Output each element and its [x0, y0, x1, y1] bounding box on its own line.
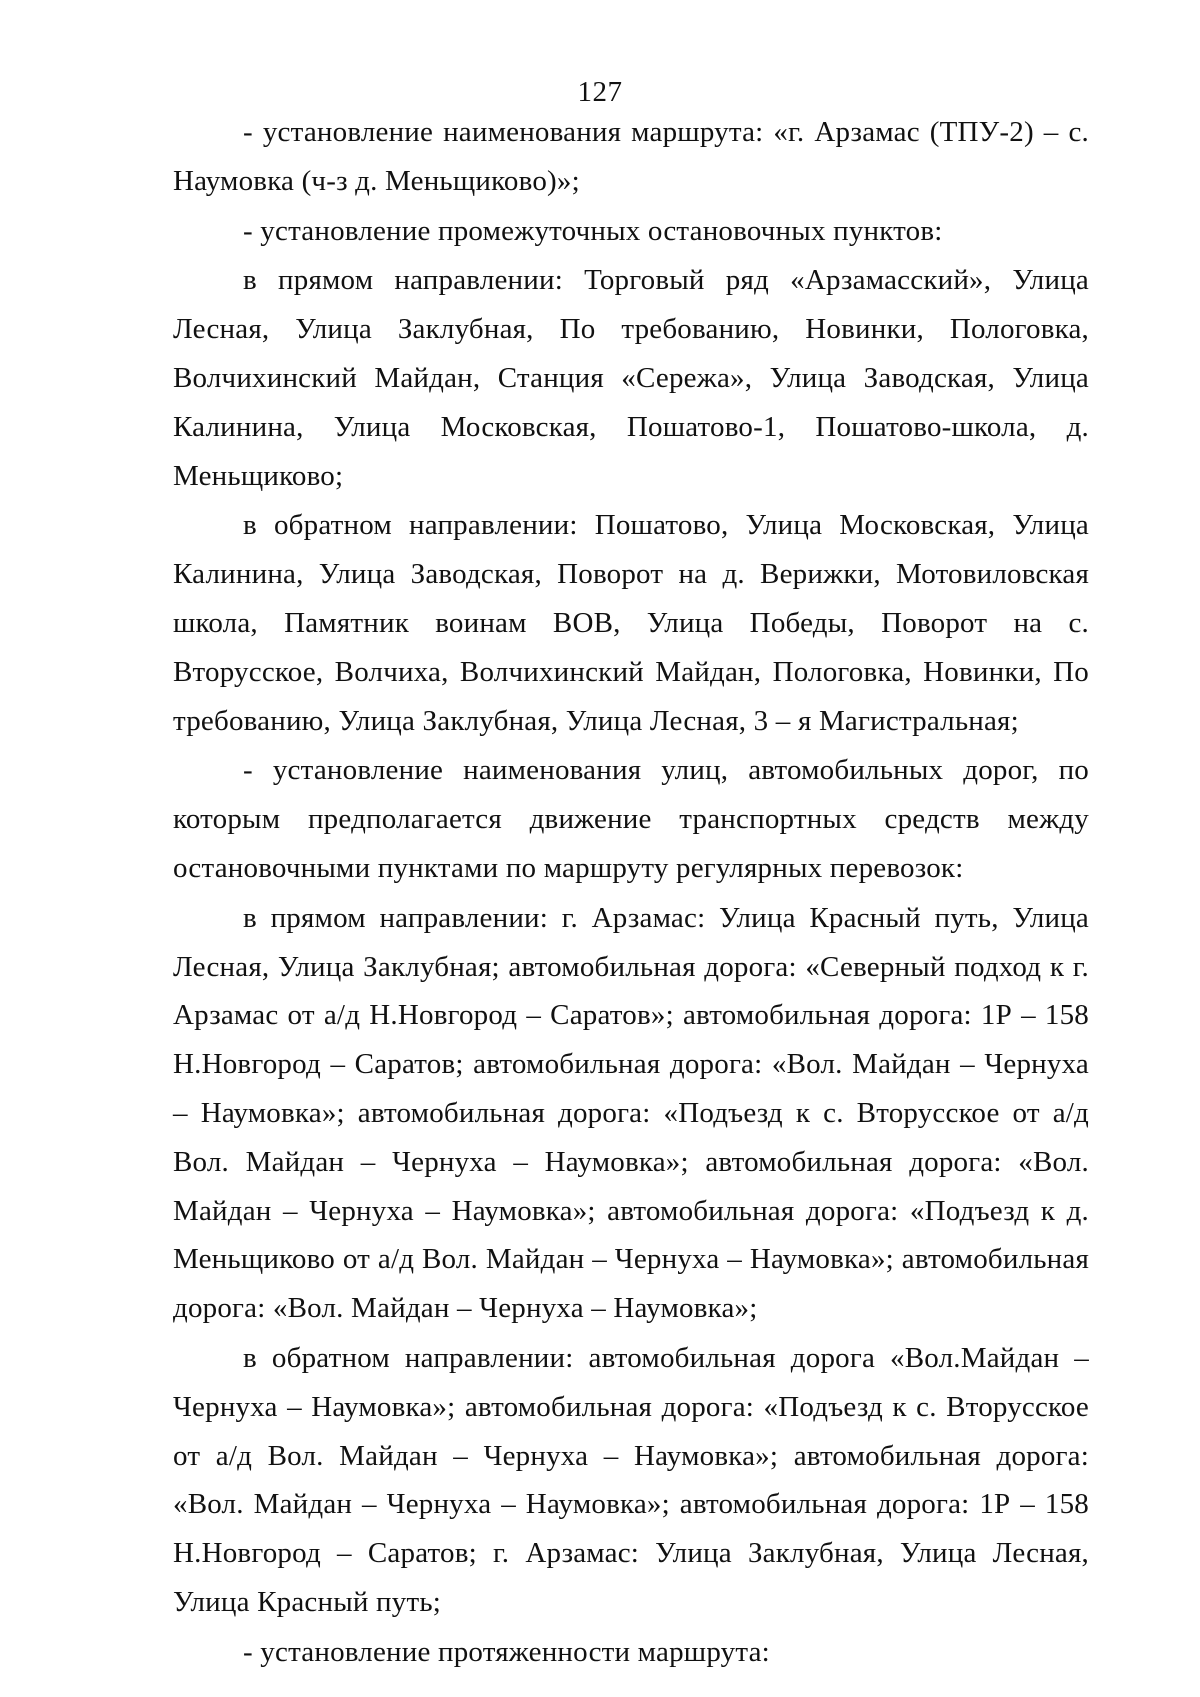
- paragraph-roads-heading: - установление наименования улиц, автомобильных дорог, по которым предполагается движение транспортных средств между остановочными пунктами по маршруту регулярных перевозок:: [173, 754, 1089, 884]
- paragraph-roads-return: в обратном направлении: автомобильная дорога «Вол.Майдан – Чернуха – Наумовка»; автомобильная дорога: «Подъезд к с. Вторусское от а/д Вол. Майдан – Чернуха – Наумовка»; автомобильная дорога: «Вол. Майдан – Чернуха – Наумовка»; автомобильная дорога: 1Р – 158 Н.Новгород – Саратов; г. Арзамас: Улица Заклубная, Улица Лесная, Улица Красный путь;: [173, 1341, 1089, 1618]
- page-number: 127: [577, 76, 623, 108]
- paragraph-route-length: - установление протяженности маршрута:: [243, 1635, 770, 1668]
- paragraph-stops-forward: в прямом направлении: Торговый ряд «Арзамасский», Улица Лесная, Улица Заклубная, По требованию, Новинки, Пологовка, Волчихинский Майдан, Станция «Сережа», Улица Заводская, Улица Калинина, Улица Московская, Пошатово-1, Пошатово-школа, д. Меньщиково;: [173, 264, 1089, 492]
- paragraph-route-name: - установление наименования маршрута: «г. Арзамас (ТПУ-2) – с. Наумовка (ч-з д. Меньщиково)»;: [173, 116, 1089, 197]
- paragraph-stops-heading: - установление промежуточных остановочных пунктов:: [243, 214, 943, 247]
- document-body: [173, 108, 1089, 1678]
- paragraph-stops-return: в обратном направлении: Пошатово, Улица Московская, Улица Калинина, Улица Заводская, Поворот на д. Верижки, Мотовиловская школа, Памятник воинам ВОВ, Улица Победы, Поворот на с. Вторусское, Волчиха, Волчихинский Майдан, Пологовка, Новинки, По требованию, Улица Заклубная, Улица Лесная, 3 – я Магистральная;: [173, 509, 1089, 737]
- paragraph-roads-forward: в прямом направлении: г. Арзамас: Улица Красный путь, Улица Лесная, Улица Заклубная; автомобильная дорога: «Северный подход к г. Арзамас от а/д Н.Новгород – Саратов»; автомобильная дорога: 1Р – 158 Н.Новгород – Саратов; автомобильная дорога: «Вол. Майдан – Чернуха – Наумовка»; автомобильная дорога: «Подъезд к с. Вторусское от а/д Вол. Майдан – Чернуха – Наумовка»; автомобильная дорога: «Вол. Майдан – Чернуха – Наумовка»; автомобильная дорога: «Подъезд к д. Меньщиково от а/д Вол. Майдан – Чернуха – Наумовка»; автомобильная дорога: «Вол. Майдан – Чернуха – Наумовка»;: [173, 901, 1089, 1325]
